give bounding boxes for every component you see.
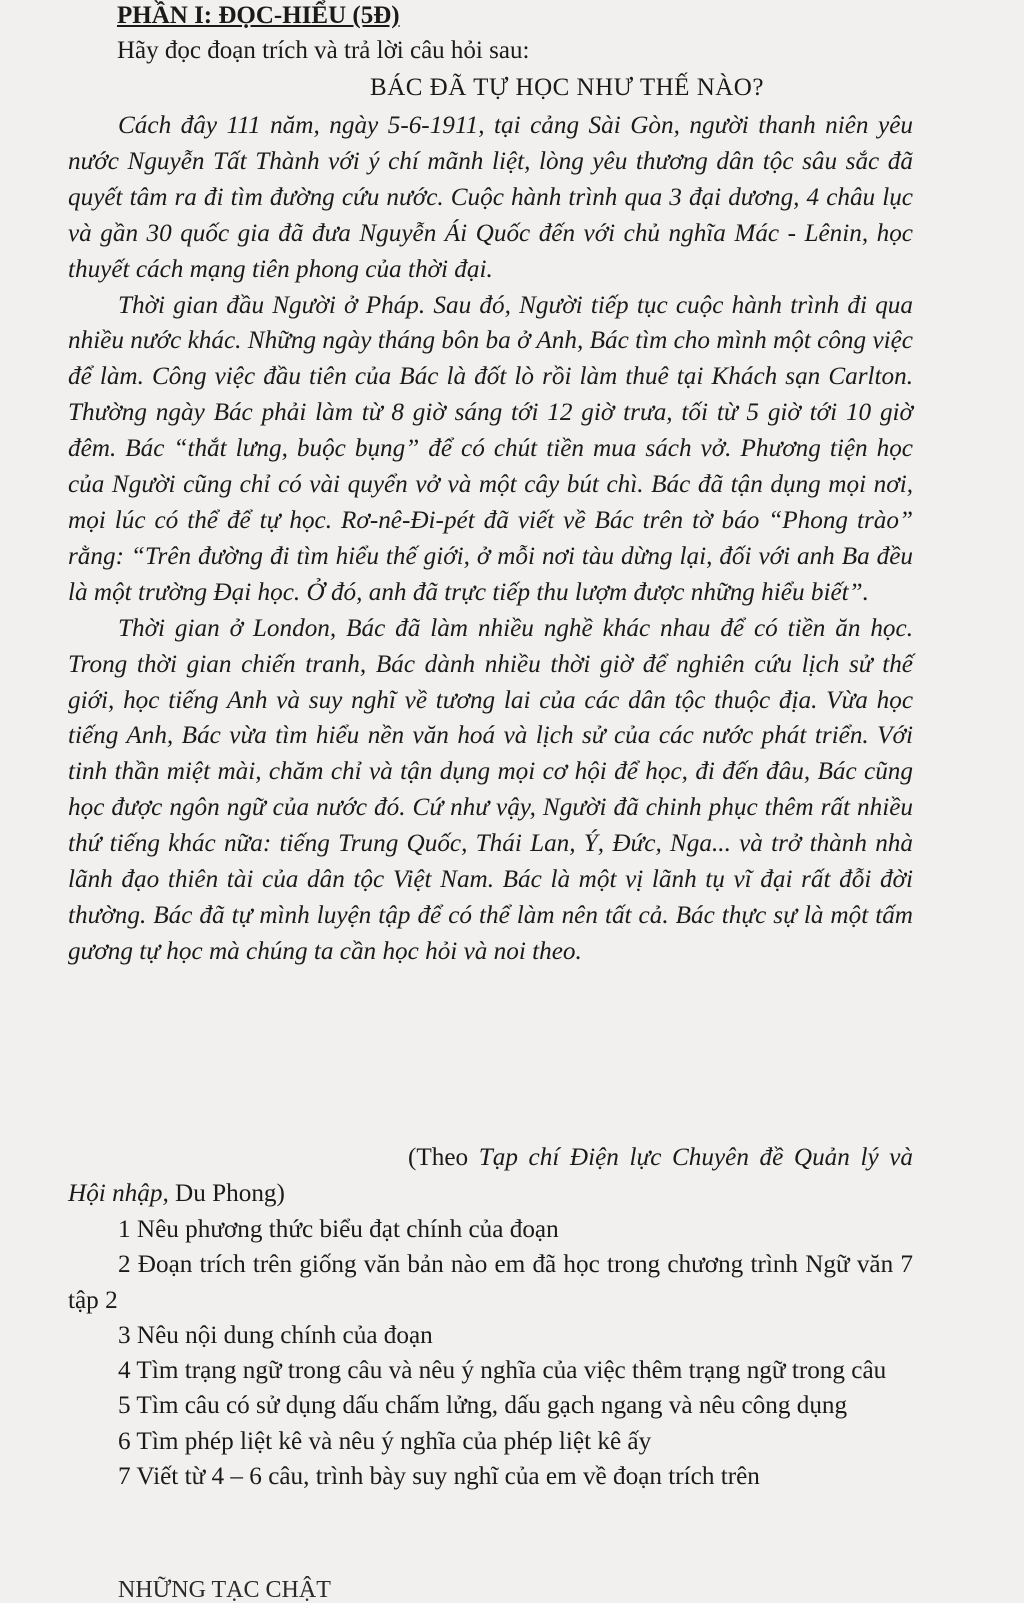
passage-paragraph-1: Cách đây 111 năm, ngày 5-6-1911, tại cảng Sài Gòn, người thanh niên yêu nước Nguyễn Tất Thành với ý chí mãnh liệt, lòng yêu thương dân tộc sâu sắc đã quyết tâm ra đi tìm đường cứu nước. Cuộc hành trình qua 3 đại dương, 4 châu lục và gần 30 quốc gia đã đưa Nguyễn Ái Quốc đến với chủ nghĩa Mác - Lênin, học thuyết cách mạng tiên phong của thời đại. [68,112,913,283]
passage-title: BÁC ĐÃ TỰ HỌC NHƯ THẾ NÀO? [370,74,764,101]
passage-paragraph-3: Thời gian ở London, Bác đã làm nhiều nghề khác nhau để có tiền ăn học. Trong thời gian chiến tranh, Bác dành nhiều thời giờ để nghiên cứu lịch sử thế giới, học tiếng Anh và suy nghĩ về tương lai của các dân tộc thuộc địa. Vừa học tiếng Anh, Bác vừa tìm hiểu nền văn hoá và lịch sử của các nước phát triển. Với tinh thần miệt mài, chăm chỉ và tận dụng mọi cơ hội để học, đi đến đâu, Bác cũng học được ngôn ngữ của nước đó. Cứ như vậy, Người đã chinh phục thêm rất nhiều thứ tiếng khác nữa: tiếng Trung Quốc, Thái Lan, Ý, Đức, Nga... và trở thành nhà lãnh đạo thiên tài của dân tộc Việt Nam. Bác là một vị lãnh tụ vĩ đại rất đỗi đời thường. Bác đã tự mình luyện tập để có thể làm nên tất cả. Bác thực sự là một tấm gương tự học mà chúng ta cần học hỏi và noi theo. [68,614,913,965]
section-title: PHẦN I: ĐỌC-HIỂU (5Đ) [117,2,400,29]
question-item-1: 1 Nêu phương thức biểu đạt chính của đoạn [118,1216,559,1243]
question-list [68,1212,913,1494]
passage-paragraph-2: Thời gian đầu Người ở Pháp. Sau đó, Người tiếp tục cuộc hành trình đi qua nhiều nước khác. Những ngày tháng bôn ba ở Anh, Bác tìm cho mình một công việc để làm. Công việc đầu tiên của Bác là đốt lò rồi làm thuê tại Khách sạn Carlton. Thường ngày Bác phải làm từ 8 giờ sáng tới 12 giờ trưa, tối từ 5 giờ tới 10 giờ đêm. Bác “thắt lưng, buộc bụng” để có chút tiền mua sách vở. Phương tiện học của Người cũng chỉ có vài quyển vở và một cây bút chì. Bác đã tận dụng mọi nơi, mọi lúc có thể để tự học. Rơ-nê-Đi-pét đã viết về Bác trên tờ báo “Phong trào” rằng: “Trên đường đi tìm hiểu thế giới, ở mỗi nơi tàu dừng lại, đối với anh Ba đều là một trường Đại học. Ở đó, anh đã trực tiếp thu lượm được những hiểu biết”. [68,291,913,606]
passage-body [68,108,913,970]
cut-off-text-line: NHỮNG TẠC CHẬT [118,1577,331,1603]
question-item-4: 4 Tìm trạng ngữ trong câu và nêu ý nghĩa của việc thêm trạng ngữ trong câu [118,1357,887,1385]
instruction-text: Hãy đọc đoạn trích và trả lời câu hỏi sau: [117,37,530,64]
source-author: Du Phong) [168,1179,285,1207]
question-item-3: 3 Nêu nội dung chính của đoạn [118,1321,433,1349]
passage-source [68,1140,913,1212]
question-item-6: 6 Tìm phép liệt kê và nêu ý nghĩa của phép liệt kê ấy [118,1427,652,1455]
source-prefix: (Theo [408,1144,479,1171]
question-item-5: 5 Tìm câu có sử dụng dấu chấm lửng, dấu gạch ngang và nêu công dụng [118,1392,848,1420]
question-item-2: 2 Đoạn trích trên giống văn bản nào em đã học trong chương trình Ngữ văn 7 tập 2 [68,1251,913,1314]
question-item-7: 7 Viết từ 4 – 6 câu, trình bày suy nghĩ của em về đoạn trích trên [118,1463,760,1491]
source-journal: Tạp chí Điện lực Chuyên đề Quản lý và Hội nhập, [68,1144,914,1207]
